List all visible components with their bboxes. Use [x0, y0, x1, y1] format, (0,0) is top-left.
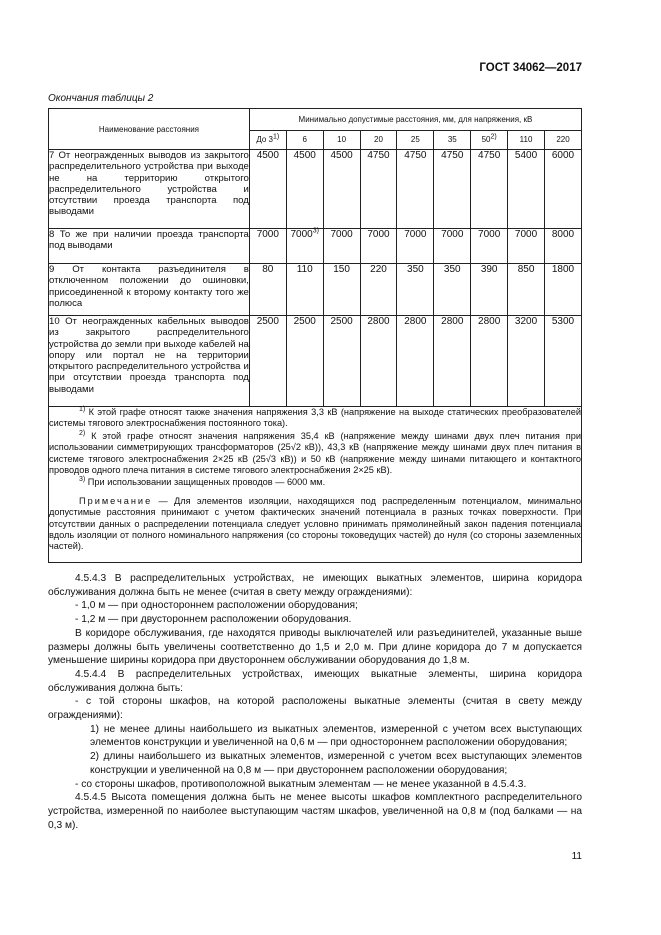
- voltage-header: До 3$^{1)}$: [249, 130, 286, 149]
- voltage-header: 6: [286, 130, 323, 149]
- cell-value: 6000: [545, 150, 582, 229]
- page-number: 11: [571, 851, 582, 862]
- sublist-item: 1) не менее длины наибольшего из выкатных элементов, измеренной с учетом всех выступающих элементов конструкции и увеличенной на 0,6 м — при одностороннем расположении оборудования;: [90, 723, 582, 749]
- cell-value: 2500: [323, 316, 360, 407]
- cell-value: 2800: [434, 316, 471, 407]
- footnote: $^{1)}$ К этой графе относят также значения напряжения 3,3 кВ (напряжение на выходе статических преобразователей системы тягового электроснабжения постоянного тока).: [49, 405, 581, 429]
- cell-value: 110: [286, 264, 323, 316]
- cell-value: 4500: [286, 150, 323, 229]
- cell-value: 7000: [434, 229, 471, 264]
- row-name: 8 То же при наличии проезда транспорта под выводами: [49, 229, 250, 264]
- cell-value: 2800: [397, 316, 434, 407]
- cell-value: 4750: [360, 150, 397, 229]
- paragraph: 4.5.4.3 В распределительных устройствах, не имеющих выкатных элементов, ширина коридора обслуживания должна быть не менее (считая в свету между ограждениями):: [48, 573, 582, 598]
- voltage-header: 50$^{2)}$: [471, 130, 508, 149]
- cell-value: 2500: [249, 316, 286, 407]
- cell-value: 4750: [434, 150, 471, 229]
- cell-value: 7000: [323, 229, 360, 264]
- cell-value: 850: [508, 264, 545, 316]
- voltage-header: 110: [508, 130, 545, 149]
- cell-value: 4500: [249, 150, 286, 229]
- cell-value: 5300: [545, 316, 582, 407]
- table-row: [49, 150, 582, 229]
- cell-value: 2500: [286, 316, 323, 407]
- body-text: [48, 572, 582, 832]
- document-code: ГОСТ 34062—2017: [479, 62, 582, 74]
- voltage-header: 220: [545, 130, 582, 149]
- voltage-header: 20: [360, 130, 397, 149]
- footnote: $^{2)}$ К этой графе относят значения напряжения 35,4 кВ (напряжение между шинами двух плеч питания при использовании симметрирующих трансформаторов (25√2 кВ)), 43,3 кВ (напряжение между шинами двух плеч питания в системе тягового электроснабжения 2×25 кВ (25√3 кВ)) и 50 кВ (напряжение между шинами питающего и контактного проводов одного плеча питания в системе тягового электроснабжения 2×25 кВ).: [49, 429, 581, 476]
- cell-value: 7000$^{3)}$: [286, 229, 323, 264]
- cell-value: 220: [360, 264, 397, 316]
- cell-value: 80: [249, 264, 286, 316]
- voltage-header: 10: [323, 130, 360, 149]
- cell-value: 4750: [397, 150, 434, 229]
- list-item: - 1,0 м — при одностороннем расположении оборудования;: [75, 600, 358, 612]
- list-item: - 1,2 м — при двустороннем расположении оборудования.: [75, 614, 352, 626]
- cell-value: 350: [397, 264, 434, 316]
- cell-value: 2800: [360, 316, 397, 407]
- cell-value: 1800: [545, 264, 582, 316]
- cell-value: 350: [434, 264, 471, 316]
- row-name: 7 От неогражденных выводов из закрытого распределительного устройства при выходе не на территорию открытого распределительного устройства и отсутствии проезда транспорта под выводами: [49, 150, 250, 229]
- row-name: 10 От неогражденных кабельных выводов из закрытого распределительного устройства до земли при выходе кабелей на опору или портал не на территории открытого распределительного устройства и при отсутствии проезда транспорта под выводами: [49, 316, 250, 407]
- cell-value: 4750: [471, 150, 508, 229]
- cell-value: 7000: [360, 229, 397, 264]
- cell-value: 7000: [471, 229, 508, 264]
- cell-value: 3200: [508, 316, 545, 407]
- list-item: - с той стороны шкафов, на которой расположены выкатные элементы (считая в свету между ограждениями):: [48, 696, 582, 722]
- voltage-header: 35: [434, 130, 471, 149]
- table-note: Примечание — Для элементов изоляции, находящихся под распределенным потенциалом, минимально допустимые расстояния принимают с учетом фактических значений потенциала в разных точках поверхности. При отсутствии данных о распределении потенциала следует условно принимать прямолинейный закон падения потенциала вдоль изоляции от полного номинального напряжения (со стороны токоведущих частей) до нуля (со стороны заземленных частей).: [49, 495, 581, 552]
- cell-value: 390: [471, 264, 508, 316]
- sublist-item: 2) длины наибольшего из выкатных элементов, измеренной с учетом всех выступающих элементов конструкции и увеличенной на 0,8 м — при двустороннем расположении оборудования;: [90, 751, 582, 776]
- column-header-name: Наименование расстояния: [49, 109, 250, 150]
- column-group-header: Минимально допустимые расстояния, мм, для напряжения, кВ: [249, 109, 581, 131]
- row-name: 9 От контакта разъединителя в отключенном положении до ошиновки, присоединенной к второму контакту того же полюса: [49, 264, 250, 316]
- paragraph: В коридоре обслуживания, где находятся приводы выключателей или разъединителей, указанные выше размеры должны быть увеличены соответственно до 1,5 и 2,0 м. При длине коридора до 7 м допускается уменьшение ширины коридора при двустороннем обслуживании оборудования до 1,8 м.: [48, 627, 582, 667]
- notes-cell: [49, 407, 582, 563]
- table-row: [49, 229, 582, 264]
- cell-value: 8000: [545, 229, 582, 264]
- paragraph: 4.5.4.4 В распределительных устройствах, имеющих выкатные элементы, ширина коридора обслуживания должна быть:: [48, 668, 582, 694]
- paragraph: 4.5.4.5 Высота помещения должна быть не менее высоты шкафов комплектного распределительного устройства, измеренной по наиболее выступающим частям шкафов, увеличенной на 0,8 м (под балками — на 0,3 м).: [48, 792, 582, 831]
- table-caption: Окончания таблицы 2: [48, 93, 154, 104]
- cell-value: 5400: [508, 150, 545, 229]
- table-row: [49, 264, 582, 316]
- cell-value: 7000: [508, 229, 545, 264]
- voltage-header: 25: [397, 130, 434, 149]
- table-row: [49, 316, 582, 407]
- footnote: $^{3)}$ При использовании защищенных проводов — 6000 мм.: [79, 476, 326, 488]
- note-label: Примечание: [79, 495, 153, 506]
- list-item: - со стороны шкафов, противоположной выкатным элементам — не менее указанной в 4.5.4.3.: [75, 778, 527, 790]
- cell-value: 7000: [397, 229, 434, 264]
- cell-value: 150: [323, 264, 360, 316]
- cell-value: 4500: [323, 150, 360, 229]
- notes-row: [49, 407, 582, 563]
- cell-value: 2800: [471, 316, 508, 407]
- cell-value: 7000: [249, 229, 286, 264]
- distances-table: [48, 108, 582, 563]
